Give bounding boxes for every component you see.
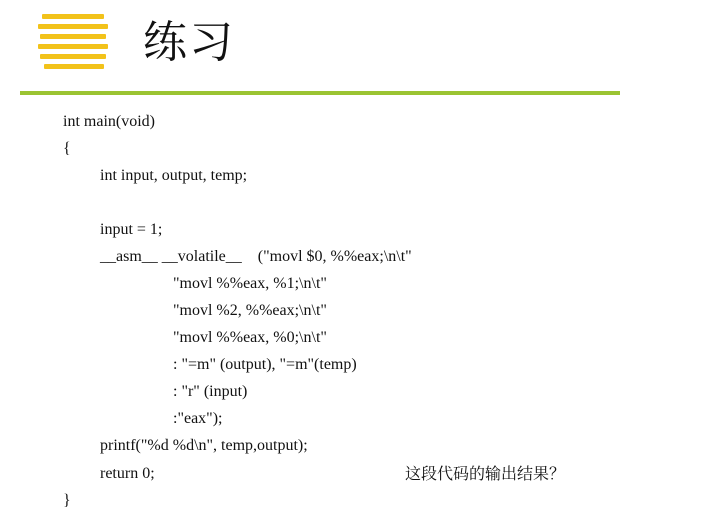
code-line: "movl %%eax, %1;\n\t"	[173, 275, 327, 292]
code-line: {	[63, 140, 71, 157]
code-line: : "r" (input)	[173, 383, 248, 400]
code-line: int main(void)	[63, 113, 155, 130]
code-line: :"eax");	[173, 410, 223, 427]
code-line: "movl %2, %%eax;\n\t"	[173, 302, 327, 319]
code-line: "movl %%eax, %0;\n\t"	[173, 329, 327, 346]
code-line: printf("%d %d\n", temp,output);	[100, 437, 308, 454]
code-line: __asm__ __volatile__ ("movl $0, %%eax;\n\t"	[100, 248, 412, 265]
page-title: 练习	[143, 17, 235, 68]
code-line: input = 1;	[100, 221, 163, 238]
code-line: }	[63, 492, 71, 509]
code-line: return 0;	[100, 465, 155, 482]
code-line: : "=m" (output), "=m"(temp)	[173, 356, 357, 373]
code-line: int input, output, temp;	[100, 167, 248, 184]
question-text: 这段代码的输出结果？	[405, 464, 566, 483]
